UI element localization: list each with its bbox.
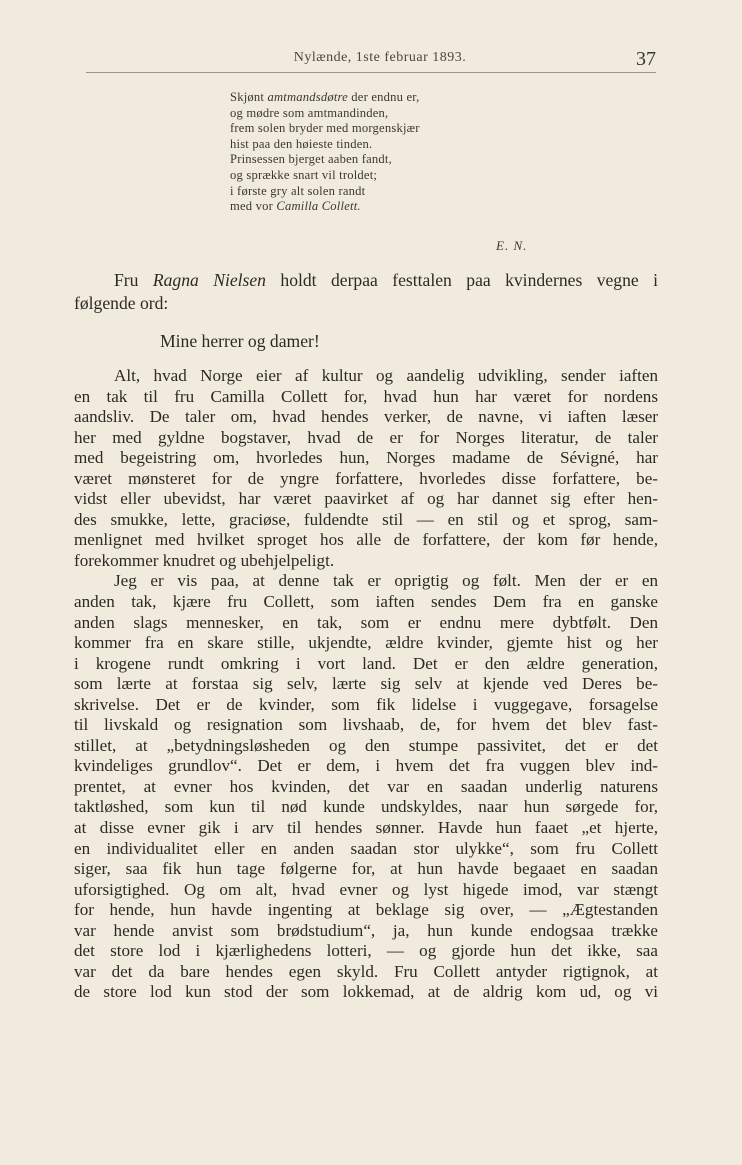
body-line: siger, saa fik hun tage følgerne for, at hun havde begaaet en saadan bbox=[74, 859, 658, 879]
body-line: kvindeliges grundlov“. Det er dem, i hvem det fra vuggen blev ind- bbox=[74, 756, 658, 776]
body-line: Jeg er vis paa, at denne tak er oprigtig og følt. Men der er en bbox=[114, 571, 658, 591]
periodical-title: Nylænde, 1ste februar 1893. bbox=[293, 50, 467, 65]
body-line: taktløshed, som kun til nød kunde undskyldes, naar hun sørgede for, bbox=[74, 797, 658, 817]
body-line: Alt, hvad Norge eier af kultur og aandelig udvikling, sender iaften bbox=[114, 366, 658, 385]
body-line: det store lod i kjærlighedens lotteri, — og gjorde hun det ikke, saa bbox=[74, 941, 658, 961]
body-line: anden tak, kjære fru Collett, som iaften sendes Dem fra en ganske bbox=[74, 592, 658, 612]
body-line: menlignet med hvilket sproget hos alle de forfattere, der kom før hende, bbox=[74, 530, 658, 550]
body-line: uforsigtighed. Og om alt, hvad evner og lyst higede imod, var stængt bbox=[74, 879, 658, 899]
body-line: stillet, at „betydningsløsheden og den stumpe passivitet, det er det bbox=[74, 735, 658, 755]
body-line: her med gyldne bogstaver, hvad de er for Norges literatur, de taler bbox=[74, 427, 658, 447]
body-line: skrivelse. Det er de kvinder, som fik lidelse i vuggegave, forsagelse bbox=[74, 694, 658, 714]
body-line: des smukke, lette, graciøse, fuldendte stil — en stil og et sprog, sam- bbox=[74, 509, 658, 529]
body-line: var det da bare hendes egen skyld. Fru Collett antyder rigtignok, at bbox=[74, 961, 658, 981]
body-line: forekommer knudret og ubehjelpeligt. bbox=[74, 550, 335, 570]
running-head bbox=[0, 48, 742, 72]
poem-line: i første gry alt solen randt bbox=[230, 183, 366, 198]
poem-line: og sprække snart vil troldet; bbox=[230, 167, 378, 182]
body-line: prentet, at evner hos kvinden, det var en saadan underlig naturens bbox=[74, 776, 658, 796]
poem bbox=[230, 90, 550, 215]
header-rule bbox=[86, 72, 656, 73]
poem-signature: E. N. bbox=[496, 238, 528, 253]
poem-line: med vor Camilla Collett. bbox=[230, 199, 361, 214]
body-line: at disse evner gik i arv til hendes sønner. Havde hun faaet „et hjerte, bbox=[74, 818, 658, 838]
body-line: for hende, hun havde ingenting at beklage sig over, — „Ægtestanden bbox=[74, 900, 658, 920]
body-line: aandsliv. De taler om, hvad hendes verker, de navne, vi iaften læser bbox=[74, 407, 658, 427]
speech-body bbox=[74, 366, 658, 1003]
poem-line: hist paa den høieste tinden. bbox=[230, 136, 373, 151]
body-line: med begeistring om, hvorledes hun, Norges madame de Sévigné, har bbox=[74, 448, 658, 468]
body-line: anden slags mennesker, en tak, som er endnu mere dybtfølt. Den bbox=[74, 612, 658, 632]
salutation: Mine herrer og damer! bbox=[160, 331, 320, 351]
body-line: var hende anvist som brødstudium“, ja, hun kunde endogsaa trække bbox=[74, 920, 658, 940]
page-number: 37 bbox=[636, 48, 656, 70]
poem-line: Prinsessen bjerget aaben fandt, bbox=[230, 152, 392, 167]
body-line: en individualitet eller en anden saadan stor ulykke“, som fru Collett bbox=[74, 838, 658, 858]
body-line: de store lod kun stod der som lokkemad, at de aldrig kom ud, og vi bbox=[74, 982, 658, 1002]
intro-line: Fru Ragna Nielsen holdt derpaa festtalen paa kvindernes vegne i bbox=[114, 270, 659, 290]
body-line: været mønsteret for de yngre forfattere, hvorledes disse forfattere, be- bbox=[74, 468, 658, 488]
intro-line: følgende ord: bbox=[74, 293, 169, 313]
body-line: som lærte at forstaa sig selv, lærte sig selv at kjende ved Deres be- bbox=[74, 674, 658, 694]
body-line: en tak til fru Camilla Collett for, hvad hun har været for nordens bbox=[74, 386, 658, 406]
body-line: vidst eller ubevidst, har været paavirket af og har dannet sig efter hen- bbox=[74, 489, 658, 509]
body-line: i krogene rundt omkring i vort land. Det er den ældre generation, bbox=[74, 653, 658, 673]
intro-paragraph bbox=[74, 269, 658, 315]
poem-line: frem solen bryder med morgenskjær bbox=[230, 121, 420, 136]
body-line: kommer fra en skare stille, ukjendte, ældre kvinder, gjemte hist og her bbox=[74, 633, 658, 653]
body-line: til livskald og resignation som livshaab, de, for hvem det blev fast- bbox=[74, 715, 658, 735]
poem-line: Skjønt amtmandsdøtre der endnu er, bbox=[230, 90, 420, 104]
poem-line: og mødre som amtmandinden, bbox=[230, 105, 389, 120]
